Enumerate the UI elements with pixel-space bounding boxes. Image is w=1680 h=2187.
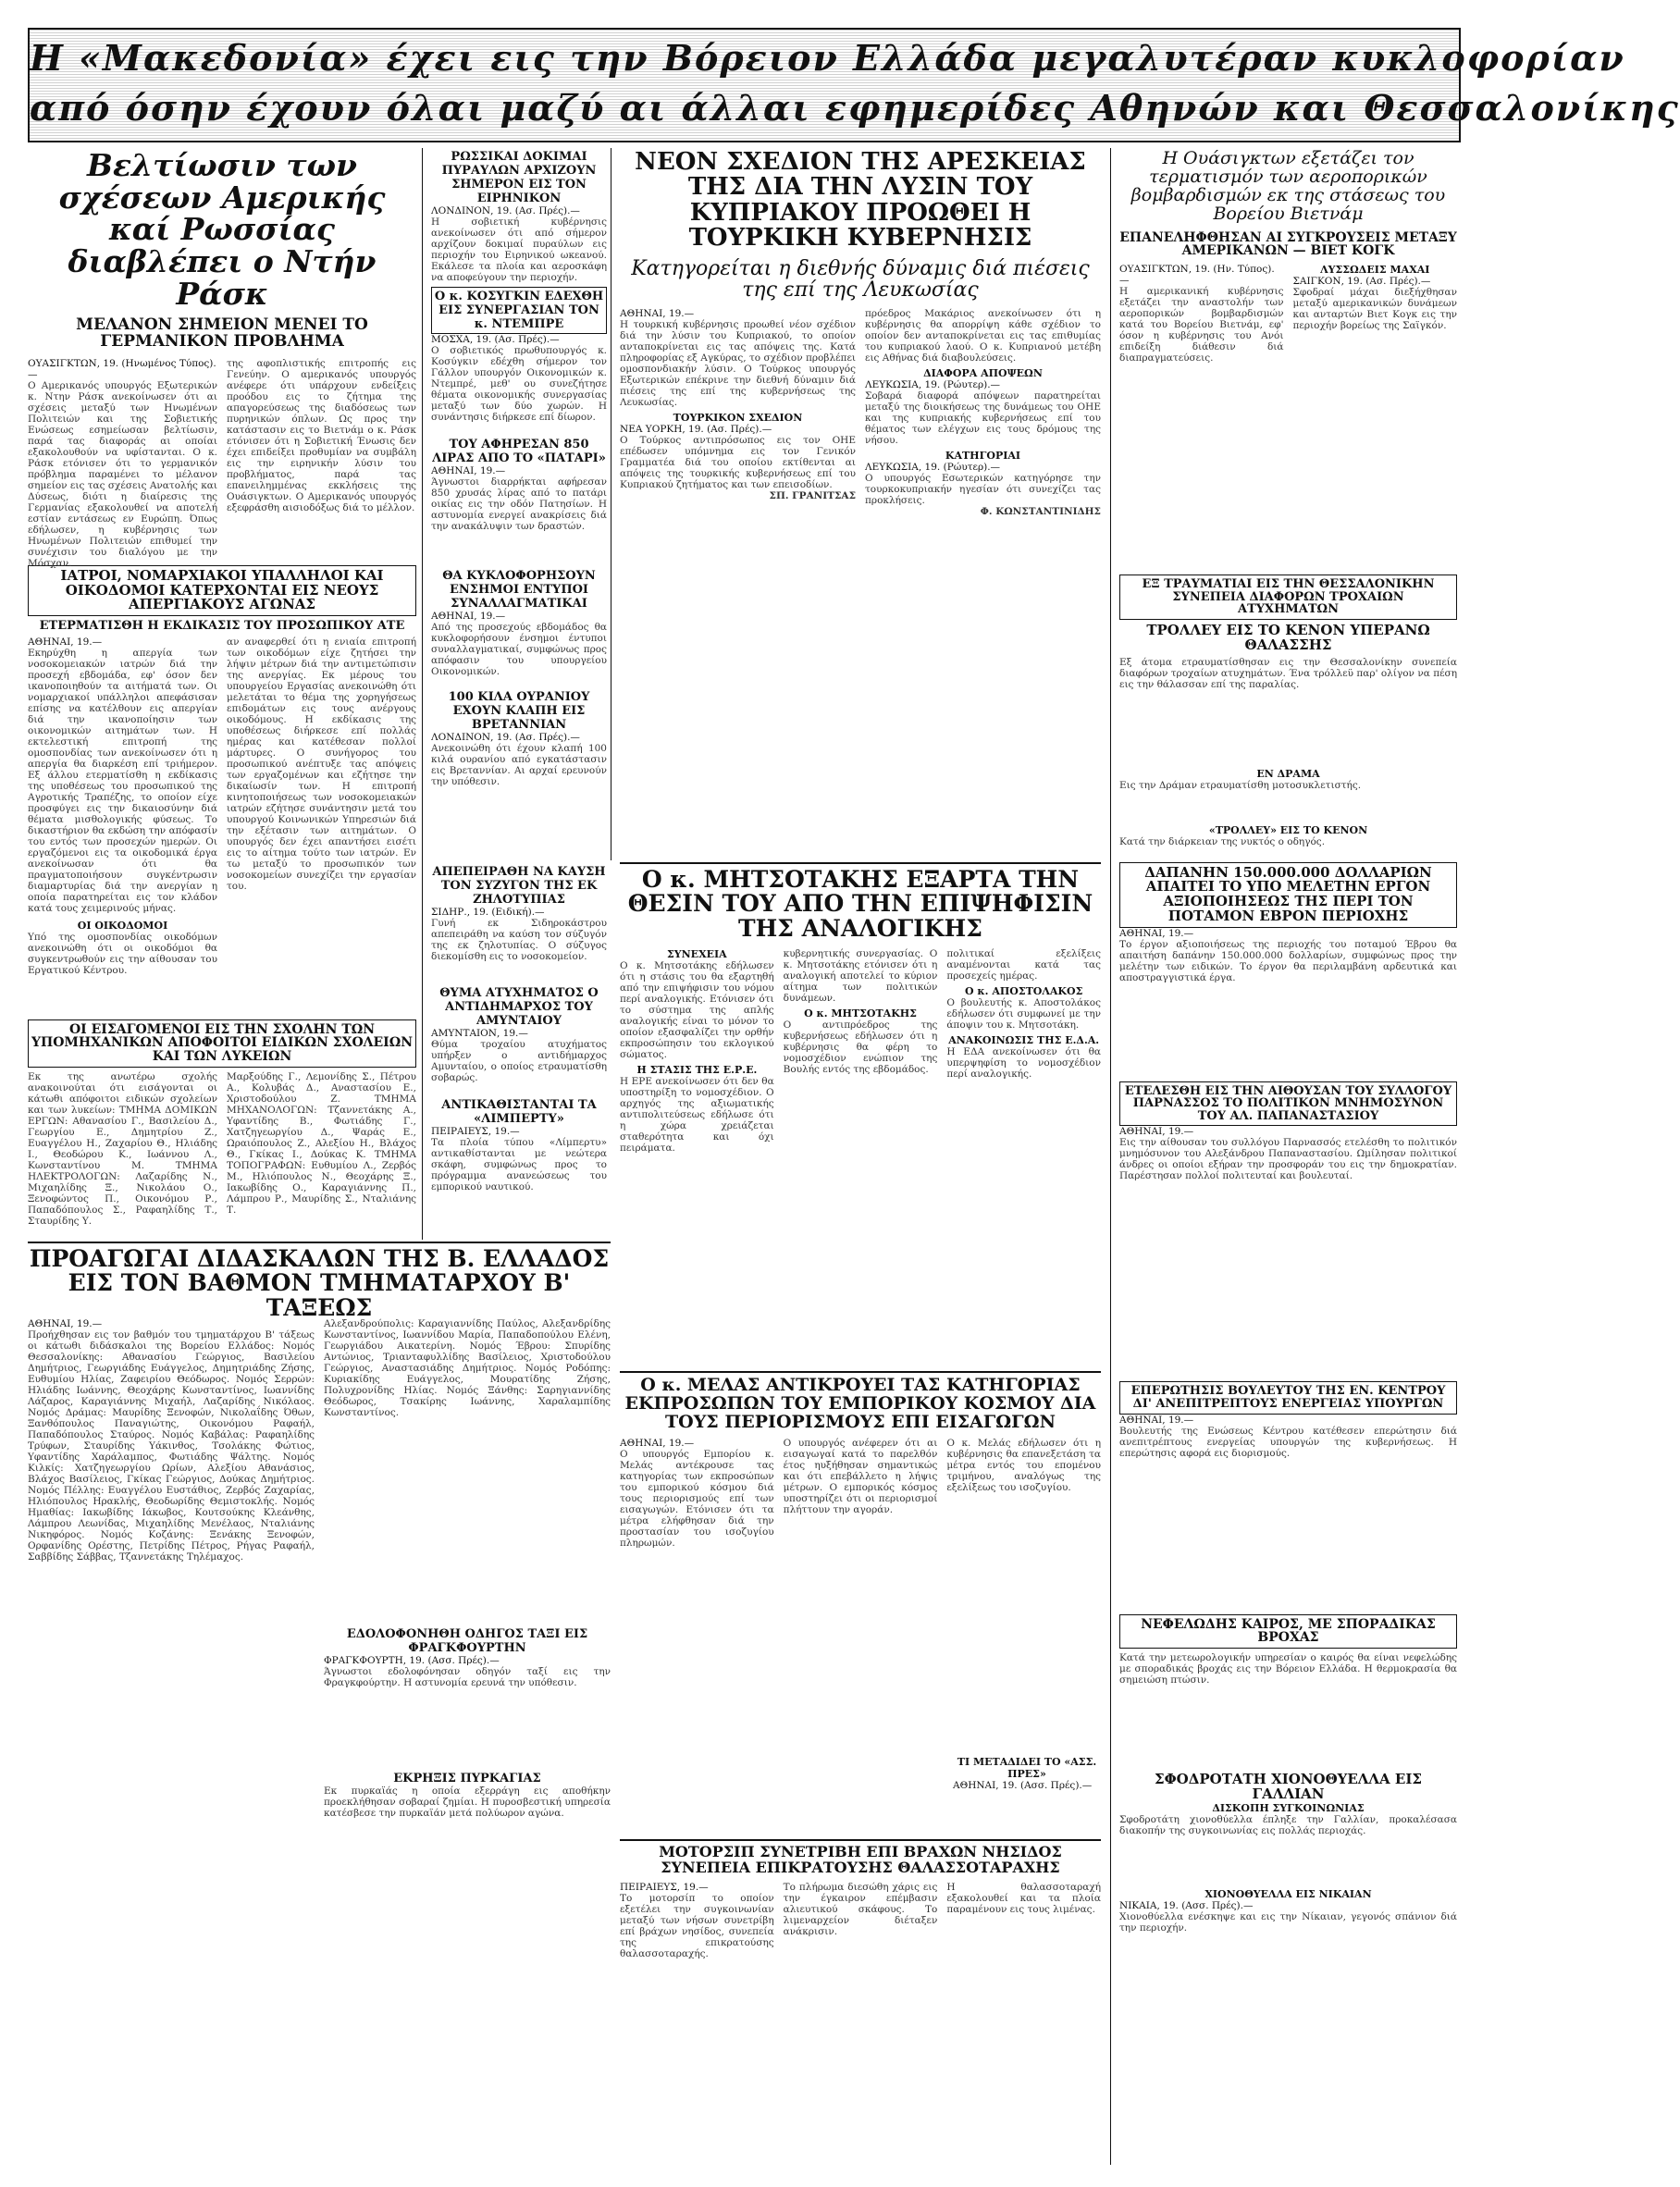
subhead-cyprus: Κατηγορείται η διεθνής δύναμις διά πιέσεις της επί της Λευκωσίας [631, 257, 1090, 303]
dateline: ΑΜΥΝΤΑΙΟΝ, 19.— [431, 1028, 528, 1039]
headline-trolley: ΤΡΟΛΛΕΥ ΕΙΣ ΤΟ ΚΕΝΟΝ ΥΠΕΡΑΝΩ ΘΑΛΑΣΣΗΣ [1146, 622, 1430, 653]
column-2-lower: ΑΠΕΠΕΙΡΑΘΗ ΝΑ ΚΑΥΣΗ ΤΟΝ ΣΥΖΥΓΟΝ ΤΗΣ ΕΚ ΖΗΛΟΤΥΠΙΑΣ ΣΙΔΗΡ., 19. (Ειδική).— Γυνή εκ Σιδηροκάστρου απεπειράθη να καύση τον σύζυγόν της εκ ζηλοτυπίας. Ο σύζυγος διεκομίσθη εις το νοσοκομείον. ΘΥΜΑ ΑΤΥΧΗΜΑΤΟΣ Ο ΑΝΤΙΔΗΜΑΡΧΟΣ ΤΟΥ ΑΜΥΝΤΑΙΟΥ ΑΜΥΝΤΑΙΟΝ, 19.— Θύμα τροχαίου ατυχήματος υπήρξεν ο αντιδήμαρχος Αμυνταίου, ο οποίος ετραυματίσθη σοβαρώς. ΑΝΤΙΚΑΘΙΣΤΑΝΤΑΙ ΤΑ «ΛΙΜΠΕΡΤΥ» ΠΕΙΡΑΙΕΥΣ, 19.— Τα πλοία τύπου «Λίμπερτυ» αντικαθίστανται με νεώτερα σκάφη, συμφώνως προς το πρόγραμμα ανανεώσεως του εμπορικού ναυτικού. [431, 865, 607, 1192]
headline-soviet-missiles: ΡΩΣΣΙΚΑΙ ΔΟΚΙΜΑΙ ΠΥΡΑΥΛΩΝ ΑΡΧΙΖΟΥΝ ΣΗΜΕΡΟΝ ΕΙΣ ΤΟΝ ΕΙΡΗΝΙΚΟΝ [441, 150, 597, 205]
dateline: ΑΘΗΝΑΙ, 19.— [431, 465, 506, 476]
dateline: ΑΘΗΝΑΙ, 19.— [431, 611, 506, 622]
headline-interpellation: ΕΠΕΡΩΤΗΣΙΣ ΒΟΥΛΕΥΤΟΥ ΤΗΣ ΕΝ. ΚΕΝΤΡΟΥ ΔΙ' ΑΝΕΠΙΤΡΕΠΤΟΥΣ ΕΝΕΡΓΕΙΑΣ ΥΠΟΥΡΓΩΝ [1130, 1384, 1446, 1412]
headline-weather: ΝΕΦΕΛΩΔΗΣ ΚΑΙΡΟΣ, ΜΕ ΣΠΟΡΑΔΙΚΑΣ ΒΡΟΧΑΣ [1141, 1616, 1436, 1646]
headline-strikes: ΙΑΤΡΟΙ, ΝΟΜΑΡΧΙΑΚΟΙ ΥΠΑΛΛΗΛΟΙ ΚΑΙ ΟΙΚΟΔΟΜΟΙ ΚΑΤΕΡΧΟΝΤΑΙ ΕΙΣ ΝΕΟΥΣ ΑΠΕΡΓΙΑΚΟΥΣ ΑΓΩΝΑΣ [60, 566, 384, 613]
dateline: ΠΕΙΡΑΙΕΥΣ, 19.— [431, 1126, 520, 1137]
dateline: ΠΕΙΡΑΙΕΥΣ, 19.— [620, 1881, 709, 1893]
dateline: ΑΘΗΝΑΙ, 19.— [28, 1318, 103, 1329]
headline-teachers-wrap [28, 1245, 611, 1321]
dateline: ΛΕΥΚΩΣΙΑ, 19. (Ρώυτερ).— [865, 462, 1001, 474]
article-rusk: ΟΥΑΣΙΓΚΤΩΝ, 19. (Ηνωμένος Τύπος).— Ο Αμερικανός υπουργός Εξωτερικών κ. Ντην Ράσκ ανεκοίνωσεν ότι αι σχέσεις μεταξύ των Ηνωμένων Πολιτειών και της Σοβιετικής Ενώσεως εσημείωσαν βελτίωσιν, παρά τας διαφοράς αι οποίαι εξακολουθούν να υφίστανται. Ο κ. Ράσκ ετόνισεν ότι το γερμανικόν πρόβλημα παραμένει το μέλανον σημείον εις τας σχέσεις Ανατολής και Δύσεως, διότι η διαίρεσις της Γερμανίας εξακολουθεί να αποτελή εστίαν εντάσεως εν Ευρώπη. Όπως εδήλωσεν, η κυβέρνησις των Ηνωμένων Πολιτειών επιθυμεί την συνέχισιν του διαλόγου με την Μόσχαν. της αφοπλιστικής επιτροπής εις Γενεύην. Ο αμερικανός υπουργός ανέφερε ότι υπάρχουν ενδείξεις προόδου εις το ζήτημα της απαγορεύσεως της διαδόσεως των πυρηνικών όπλων. Ως προς την κατάστασιν εις το Βιετνάμ ο κ. Ράσκ ετόνισεν ότι η Σοβιετική Ένωσις δεν έχει επιδείξει προθυμίαν να συμβάλη εις την ειρηνικήν λύσιν του προβλήματος, παρά τας επανειλημμένας εκκλήσεις της Ουάσιγκτων. Ο Αμερικανός υπουργός εξεφράσθη αισιοδόξως διά το μέλλον. [28, 357, 416, 569]
dateline: ΜΟΣΧΑ, 19. (Ασ. Πρές).— [431, 334, 560, 345]
subhead-battles: ΛΥΣΣΩΔΕΙΣ ΜΑΧΑΙ [1320, 264, 1430, 277]
dateline: ΟΥΑΣΙΓΚΤΩΝ, 19. (Ηνωμένος Τύπος).— [28, 357, 216, 380]
dateline: ΛΟΝΔΙΝΟΝ, 19. (Ασ. Πρές).— [431, 205, 580, 216]
subhead-continuation: ΣΥΝΕΧΕΙΑ [667, 947, 727, 960]
subhead-disagreement: ΔΙΑΦΟΡΑ ΑΠΟΨΕΩΝ [923, 367, 1043, 380]
subhead-trolley: «ΤΡΟΛΛΕΥ» ΕΙΣ ΤΟ ΚΕΝΟΝ [1208, 823, 1368, 836]
dateline: ΛΕΥΚΩΣΙΑ, 19. (Ρώυτερ).— [865, 379, 1001, 391]
subhead-accusations: ΚΑΤΗΓΟΡΙΑΙ [945, 450, 1021, 463]
subhead-apostolakos: Ο κ. ΑΠΟΣΤΟΛΑΚΟΣ [965, 984, 1083, 997]
headline-fire: ΕΚΡΗΞΙΣ ΠΥΡΚΑΓΙΑΣ [393, 1772, 541, 1785]
dateline: ΦΡΑΓΚΦΟΥΡΤΗ, 19. (Ασσ. Πρές).— [324, 1655, 500, 1666]
box-memorial [1119, 1081, 1457, 1127]
subhead-ere: Η ΣΤΑΣΙΣ ΤΗΣ Ε.Ρ.Ε. [636, 1063, 758, 1076]
dateline: ΝΙΚΑΙΑ, 19. (Ασσ. Πρές).— [1119, 1899, 1254, 1911]
section-rule [620, 1371, 1101, 1373]
dateline: ΟΥΑΣΙΓΚΤΩΝ, 19. (Ην. Τύπος).— [1119, 264, 1275, 287]
dateline: ΑΘΗΝΑΙ, 19.— [1119, 1414, 1194, 1426]
subhead-builders: ΟΙ ΟΙΚΟΔΟΜΟΙ [77, 919, 168, 932]
dateline: ΑΘΗΝΑΙ, 19.— [1119, 1126, 1194, 1138]
dateline: ΣΑΙΓΚΟΝ, 19. (Ασ. Πρές).— [1292, 276, 1431, 288]
headline-accidents: ΕΞ ΤΡΑΥΜΑΤΙΑΙ ΕΙΣ ΤΗΝ ΘΕΣΣΑΛΟΝΙΚΗΝ ΣΥΝΕΠΕΙΑ ΔΙΑΦΟΡΩΝ ΤΡΟΧΑΙΩΝ ΑΤΥΧΗΜΑΤΩΝ [1142, 577, 1435, 617]
article-motorship: ΜΟΤΟΡΣΙΠ ΣΥΝΕΤΡΙΒΗ ΕΠΙ ΒΡΑΧΩΝ ΝΗΣΙΔΟΣ ΣΥΝΕΠΕΙΑ ΕΠΙΚΡΑΤΟΥΣΗΣ ΘΑΛΑΣΣΟΤΑΡΑΧΗΣ ΠΕΙΡΑΙΕΥΣ, 19.— Το μοτορσίπ το οποίον εξετέλει την συγκοινωνίαν μεταξύ των νήσων συνετρίβη επί βράχων νησίδος, συνεπεία της επικρατούσης θαλασσοταραχής. Το πλήρωμα διεσώθη χάρις εις την έγκαιρον επέμβασιν αλιευτικού σκάφους. Το λιμεναρχείον διέταξεν ανάκρισιν. Η θαλασσοταραχή εξακολουθεί και τα πλοία παραμένουν εις τους λιμένας. [620, 1843, 1102, 1959]
section-rule [620, 1839, 1101, 1841]
column-3 [620, 150, 1101, 853]
article-teachers: ΑΘΗΝΑΙ, 19.— Προήχθησαν εις τον βαθμόν του τμηματάρχου Β' τάξεως οι κάτωθι διδάσκαλοι της Βορείου Ελλάδος: Νομός Θεσσαλονίκης: Αθανασίου Γεώργιος, Βασιλείου Δημήτριος, Γεωργιάδης Ευάγγελος, Δημητριάδης Ζήσης, Ευθυμίου Ηλίας, Ζαφειρίου Θεόδωρος. Νομός Σερρών: Ηλιάδης Ιωάννης, Θεοχάρης Κωνσταντίνος, Ιωαννίδης Λάζαρος, Καραγιάννης Μιχαήλ, Λαζαρίδης Νικόλαος. Νομός Δράμας: Μαυρίδης Ξενοφών, Νικολαΐδης Όθων, Ξανθόπουλος Παναγιώτης, Οικονόμου Ραφαήλ, Παπαδόπουλος Σταύρος. Νομός Καβάλας: Ραφαηλίδης Τρύφων, Σταυρίδης Υάκινθος, Τσολάκης Φώτιος, Υφαντίδης Χαράλαμπος, Φωτιάδης Ψάλτης. Νομός Κιλκίς: Χατζηγεωργίου Ωρίων, Αλεξίου Αθανάσιος, Βλάχος Βασίλειος, Γκίκας Γεώργιος, Δούκας Δημήτριος. Νομός Πέλλης: Ευαγγέλου Ευστάθιος, Ζερβός Ζαχαρίας, Ηλιόπουλος Ηρακλής, Θεοδωρίδης Θεμιστοκλής. Νομός Ημαθίας: Ιακωβίδης Ιάκωβος, Κουτσούκης Κλεάνθης, Λάμπρου Λεωνίδας, Μιχαηλίδης Μενέλαος, Νταλιάνης Νικηφόρος. Νομός Κοζάνης: Ξενάκης Ξενοφών, Ορφανίδης Ορέστης, Πετρίδης Πέτρος, Ρήγας Ραφαήλ, Σαββίδης Σάββας, Τζαννετάκης Τηλέμαχος. Αλεξανδρούπολις: Καραγιαννίδης Παύλος, Αλεξανδρίδης Κωνσταντίνος, Ιωαννίδου Μαρία, Παπαδοπούλου Ελένη, Γεωργιάδου Αικατερίνη. Νομός Έβρου: Σπυρίδης Αντώνιος, Τριανταφυλλίδης Βασίλειος, Χριστοδούλου Γεώργιος, Αναστασιάδης Δημήτριος. Νομός Ροδόπης: Κυριακίδης Ευάγγελος, Μουρατίδης Ζήσης, Πολυχρονίδης Ηλίας. Νομός Ξάνθης: Σαρηγιαννίδης Θεόδωρος, Τσακίρης Ιωάννης, Χαραλαμπίδης Κωνσταντίνος. ΕΔΟΛΟΦΟΝΗΘΗ ΟΔΗΓΟΣ ΤΑΞΙ ΕΙΣ ΦΡΑΓΚΦΟΥΡΤΗΝ ΦΡΑΓΚΦΟΥΡΤΗ, 19. (Ασσ. Πρές).— Άγνωστοι εδολοφόνησαν οδηγόν ταξί εις την Φραγκφούρτην. Η αστυνομία ερευνά την υπόθεσιν. ΕΚΡΗΞΙΣ ΠΥΡΚΑΓΙΑΣ Εκ πυρκαϊάς η οποία εξερράγη εις αποθήκην προεκλήθησαν σοβαραί ζημίαι. Η πυροσβεστική υπηρεσία κατέσβεσε την πυρκαϊάν μετά πολύωρον αγώνα. [28, 1318, 611, 1819]
subhead-drama: ΕΝ ΔΡΑΜΑ [1256, 767, 1320, 780]
article-melas: Ο κ. ΜΕΛΑΣ ΑΝΤΙΚΡΟΥΕΙ ΤΑΣ ΚΑΤΗΓΟΡΙΑΣ ΕΚΠΡΟΣΩΠΩΝ ΤΟΥ ΕΜΠΟΡΙΚΟΥ ΚΟΣΜΟΥ ΔΙΑ ΤΟΥΣ ΠΕΡΙΟΡΙΣΜΟΥΣ ΕΠΙ ΕΙΣΑΓΩΓΩΝ ΑΘΗΝΑΙ, 19.— Ο υπουργός Εμπορίου κ. Μελάς αντέκρουσε τας κατηγορίας των εκπροσώπων του εμπορικού κόσμου διά τους περιορισμούς επί των εισαγωγών. Ετόνισεν ότι τα μέτρα ελήφθησαν διά την προστασίαν του ισοζυγίου πληρωμών. Ο υπουργός ανέφερεν ότι αι εισαγωγαί κατά το παρελθόν έτος ηυξήθησαν σημαντικώς και ότι επεβάλλετο η λήψις μέτρων. Ο εμπορικός κόσμος υποστηρίζει ότι οι περιορισμοί πλήττουν την αγοράν. Ο κ. Μελάς εδήλωσεν ότι η κυβέρνησις θα επανεξετάση τα μέτρα εντός του επομένου τριμήνου, αναλόγως της εξελίξεως του ισοζυγίου. [620, 1375, 1102, 1549]
box-evros [1119, 862, 1457, 928]
column-divider [1110, 148, 1111, 2165]
dateline: ΑΘΗΝΑΙ, 19.— [1119, 927, 1194, 939]
subhead-eda: ΑΝΑΚΟΙΝΩΣΙΣ ΤΗΣ Ε.Δ.Α. [948, 1033, 1100, 1046]
headline-mitsotakis: Ο κ. ΜΗΤΣΟΤΑΚΗΣ ΕΞΑΡΤΑ ΤΗΝ ΘΕΣΙΝ ΤΟΥ ΑΠΟ ΤΗΝ ΕΠΙΨΗΦΙΣΙΝ ΤΗΣ ΑΝΑΛΟΓΙΚΗΣ [627, 866, 1093, 942]
headline-vietnam: Η Ουάσιγκτων εξετάζει τον τερματισμόν των αεροπορικών βομβαρδισμών εκ της στάσεως του Βορείου Βιετνάμ [1130, 148, 1446, 224]
dateline: ΝΕΑ ΥΟΡΚΗ, 19. (Ασ. Πρές).— [620, 424, 772, 436]
column-divider [422, 148, 423, 1240]
dateline: ΑΘΗΝΑΙ, 19. (Ασσ. Πρές).— [953, 1780, 1093, 1791]
headline-kosygin: Ο κ. ΚΟΣΥΓΚΙΝ ΕΔΕΧΘΗ ΕΙΣ ΣΥΝΕΡΓΑΣΙΑΝ ΤΟΝ κ. ΝΤΕΜΠΡΕ [434, 290, 604, 331]
dateline: ΛΟΝΔΙΝΟΝ, 19. (Ασ. Πρές).— [431, 732, 580, 743]
box-schools [28, 1019, 416, 1068]
article-schools: Εκ της ανωτέρω σχολής ανακοινούται ότι εισάγονται οι κάτωθι απόφοιτοι ειδικών σχολείων και των λυκείων: ΤΜΗΜΑ ΔΟΜΙΚΩΝ ΕΡΓΩΝ: Αθανασίου Γ., Βασιλείου Δ., Γεωργίου Ε., Δημητρίου Ζ., Ευαγγέλου Η., Ζαχαρίου Θ., Ηλιάδης Ι., Θεοδώρου Κ., Ιωάννου Λ., Κωνσταντίνου Μ. ΤΜΗΜΑ ΗΛΕΚΤΡΟΛΟΓΩΝ: Λαζαρίδης Ν., Μιχαηλίδης Ξ., Νικολάου Ο., Ξενοφώντος Π., Οικονόμου Ρ., Παπαδόπουλος Σ., Ραφαηλίδης Τ., Σταυρίδης Υ. Μαρξούδης Γ., Λεμονίδης Σ., Πέτρου Α., Κολυβάς Δ., Αναστασίου Ε., Χριστοδούλου Ζ. ΤΜΗΜΑ ΜΗΧΑΝΟΛΟΓΩΝ: Τζαννετάκης Α., Υφαντίδης Β., Φωτιάδης Γ., Χατζηγεωργίου Δ., Ψαράς Ε., Ωραιόπουλος Ζ., Αλεξίου Η., Βλάχος Θ., Γκίκας Ι., Δούκας Κ. ΤΜΗΜΑ ΤΟΠΟΓΡΑΦΩΝ: Ευθυμίου Λ., Ζερβός Μ., Ηλιόπουλος Ν., Θεοχάρης Ξ., Ιακωβίδης Ο., Καραγιάννης Π., Λάμπρου Ρ., Μαυρίδης Σ., Νταλιάνης Τ. [28, 1070, 416, 1227]
box-weather [1119, 1614, 1457, 1649]
byline: ΣΠ. ΓΡΑΝΙΤΣΑΣ [769, 490, 856, 502]
subhead-ate: ΕΤΕΡΜΑΤΙΣΘΗ Η ΕΚΔΙΚΑΣΙΣ ΤΟΥ ΠΡΟΣΩΠΙΚΟΥ ΑΤΕ [39, 619, 405, 634]
section-rule [620, 862, 1101, 864]
dateline: ΑΘΗΝΑΙ, 19.— [620, 308, 695, 320]
headline-evros: ΔΑΠΑΝΗΝ 150.000.000 ΔΟΛΛΑΡΙΩΝ ΑΠΑΙΤΕΙ ΤΟ ΥΠΟ ΜΕΛΕΤΗΝ ΕΡΓΟΝ ΑΞΙΟΠΟΙΗΣΕΩΣ ΤΗΣ ΠΕΡΙ ΤΟΝ ΠΟΤΑΜΟΝ ΕΒΡΟΝ ΠΕΡΙΟΧΗΣ [1144, 863, 1432, 924]
article-cyprus: ΑΘΗΝΑΙ, 19.— Η τουρκική κυβέρνησις προωθεί νέον σχέδιον διά την λύσιν του Κυπριακού, το οποίον ανταποκρίνεται εις τας απόψεις της. Κατά πληροφορίας εξ Αγκύρας, το σχέδιον προβλέπει ομοσπονδιακήν λύσιν. Ο Τούρκος υπουργός Εξωτερικών επέκρινε την διεθνή δύναμιν διά πιέσεις της επί της κυβερνήσεως της Λευκωσίας. ΤΟΥΡΚΙΚΟΝ ΣΧΕΔΙΟΝ ΝΕΑ ΥΟΡΚΗ, 19. (Ασ. Πρές).— Ο Τούρκος αντιπρόσωπος εις τον ΟΗΕ επέδωσεν υπόμνημα εις τον Γενικόν Γραμματέα διά του οποίου εκτίθενται αι απόψεις της τουρκικής κυβερνήσεως επί του Κυπριακού ζητήματος και των επεισοδίων. ΣΠ. ΓΡΑΝΙΤΣΑΣ πρόεδρος Μακάριος ανεκοίνωσεν ότι η κυβέρνησις θα απορρίψη κάθε σχέδιον το οποίον δεν ανταποκρίνεται εις τας επιθυμίας του κυπριακού λαού. Ο κ. Κυπριανού μετέβη εις Αθήνας διά διαβουλεύσεις. ΔΙΑΦΟΡΑ ΑΠΟΨΕΩΝ ΛΕΥΚΩΣΙΑ, 19. (Ρώυτερ).— Σοβαρά διαφορά απόψεων παρατηρείται μεταξύ της διοικήσεως της δυνάμεως του ΟΗΕ και της κυπριακής κυβερνήσεως επί του θέματος των ελέγχων εις τους δρόμους της νήσου. ΚΑΤΗΓΟΡΙΑΙ ΛΕΥΚΩΣΙΑ, 19. (Ρώυτερ).— Ο υπουργός Εσωτερικών κατηγόρησε την τουρκοκυπριακήν ηγεσίαν ότι συνεχίζει τας προκλήσεις. Φ. ΚΩΝΣΤΑΝΤΙΝΙΔΗΣ [620, 308, 1101, 518]
subhead-mitsotakis: Ο κ. ΜΗΤΣΟΤΑΚΗΣ [804, 1007, 917, 1019]
headline-stolen-pounds: ΤΟΥ ΑΦΗΡΕΣΑΝ 850 ΛΙΡΑΣ ΑΠΟ ΤΟ «ΠΑΤΑΡΙ» [432, 438, 606, 465]
headline-amyntaio: ΘΥΜΑ ΑΤΥΧΗΜΑΤΟΣ Ο ΑΝΤΙΔΗΜΑΡΧΟΣ ΤΟΥ ΑΜΥΝΤΑΙΟΥ [439, 986, 599, 1028]
subhead-german-problem: ΜΕΛΑΝΟΝ ΣΗΜΕΙΟΝ ΜΕΝΕΙ ΤΟ ΓΕΡΜΑΝΙΚΟΝ ΠΡΟΒΛΗΜΑ [76, 315, 368, 352]
column-1 [28, 147, 416, 1232]
article-strikes: ΑΘΗΝΑΙ, 19.— Εκηρύχθη η απεργία των νοσοκομειακών ιατρών διά την προσεχή εβδομάδα, εφ' όσον δεν ικανοποιηθούν τα αιτήματά των. Οι νομαρχιακοί υπάλληλοι απεφάσισαν επίσης να κατέλθουν εις απεργίαν διά την ικανοποίησιν των οικονομικών αιτημάτων των. Η εκτελεστική επιτροπή της ομοσπονδίας των ανεκοίνωσεν ότι η απεργία θα διαρκέση επί τριήμερον. Εξ άλλου ετερματίσθη η εκδίκασις της υποθέσεως του προσωπικού της Αγροτικής Τραπέζης, το οποίον είχε προσφύγει εις την δικαιοσύνην διά θέματα μισθολογικής φύσεως. Το δικαστήριον θα εκδώση την απόφασίν του εντός των προσεχών ημερών. Οι εργαζόμενοι εις τα οικοδομικά έργα ανεκοίνωσαν ότι θα πραγματοποιήσουν συγκέντρωσιν διαμαρτυρίας διά την ανεργίαν η οποία παρατηρείται εις τον κλάδον κατά τους χειμερινούς μήνας. ΟΙ ΟΙΚΟΔΟΜΟΙ Υπό της ομοσπονδίας οικοδόμων ανεκοινώθη ότι οι οικοδόμοι θα συγκεντρωθούν εις την αίθουσαν του Εργατικού Κέντρου. αν αναφερθεί ότι η ενιαία επιτροπή των οικοδόμων είχε ζητήσει την λήψιν μέτρων διά την αντιμετώπισιν της ανεργίας. Εκ μέρους του υπουργείου Εργασίας ανεκοινώθη ότι μελετάται το θέμα της χορηγήσεως επιδομάτων εις τους ανέργους οικοδόμους. Η εκδίκασις της υποθέσεως διήρκεσε επί πολλάς ημέρας και κατέθεσαν πολλοί μάρτυρες. Ο συνήγορος του προσωπικού ανέπτυξε τας απόψεις των εργαζομένων και εζήτησε την δικαίωσίν των. Η επιτροπή κινητοποιήσεως των νοσοκομειακών ιατρών εζήτησε συνάντησιν μετά του υπουργού Κοινωνικών Υπηρεσιών διά την εξέτασιν των αιτημάτων. Ο υπουργός δεν έχει απαντήσει εισέτι εις το αίτημα τούτο των ιατρών. Εν τω μεταξύ το προσωπικόν των νοσοκομείων συνεχίζει την εργασίαν του. [28, 636, 416, 976]
ap-note [953, 1756, 1101, 1821]
masthead-banner [28, 28, 1680, 142]
headline-jealousy: ΑΠΕΠΕΙΡΑΘΗ ΝΑ ΚΑΥΣΗ ΤΟΝ ΣΥΖΥΓΟΝ ΤΗΣ ΕΚ ΖΗΛΟΤΥΠΙΑΣ [432, 865, 606, 907]
article-mitsotakis: Ο κ. ΜΗΤΣΟΤΑΚΗΣ ΕΞΑΡΤΑ ΤΗΝ ΘΕΣΙΝ ΤΟΥ ΑΠΟ ΤΗΝ ΕΠΙΨΗΦΙΣΙΝ ΤΗΣ ΑΝΑΛΟΓΙΚΗΣ ΣΥΝΕΧΕΙΑ Ο κ. Μητσοτάκης εδήλωσεν ότι η στάσις του θα εξαρτηθή από την επιψήφισιν του νόμου περί αναλογικής. Ετόνισεν ότι το σύστημα της απλής αναλογικής είναι το μόνον το οποίον εξασφαλίζει την ορθήν εκπροσώπησιν του εκλογικού σώματος. Η ΣΤΑΣΙΣ ΤΗΣ Ε.Ρ.Ε. Η ΕΡΕ ανεκοίνωσεν ότι δεν θα υποστηρίξη το νομοσχέδιον. Ο αρχηγός της αξιωματικής αντιπολιτεύσεως εδήλωσε ότι η χώρα χρειάζεται σταθερότητα και όχι πειράματα. κυβερνητικής συνεργασίας. Ο κ. Μητσοτάκης ετόνισεν ότι η αναλογική αποτελεί το κύριον αίτημα των πολιτικών δυνάμεων. Ο κ. ΜΗΤΣΟΤΑΚΗΣ Ο αντιπρόεδρος της κυβερνήσεως εδήλωσεν ότι η κυβέρνησις θα φέρη το νομοσχέδιον ενώπιον της Βουλής εντός της εβδομάδος. πολιτικαί εξελίξεις αναμένονται κατά τας προσεχείς ημέρας. Ο κ. ΑΠΟΣΤΟΛΑΚΟΣ Ο βουλευτής κ. Αποστολάκος εδήλωσεν ότι συμφωνεί με την άποψιν του κ. Μητσοτάκη. ΑΝΑΚΟΙΝΩΣΙΣ ΤΗΣ Ε.Δ.Α. Η ΕΔΑ ανεκοίνωσεν ότι θα υπερψηφίση το νομοσχέδιον περί αναλογικής. [620, 866, 1102, 1154]
headline-snowstorm: ΣΦΟΔΡΟΤΑΤΗ ΧΙΟΝΟΘΥΕΛΛΑ ΕΙΣ ΓΑΛΛΙΑΝ [1155, 1771, 1422, 1802]
subhead-traffic: ΔΙΣΚΟΠΗ ΣΥΓΚΟΙΝΩΝΙΑΣ [1212, 1801, 1365, 1814]
headline-motorship: ΜΟΤΟΡΣΙΠ ΣΥΝΕΤΡΙΒΗ ΕΠΙ ΒΡΑΧΩΝ ΝΗΣΙΔΟΣ ΣΥΝΕΠΕΙΑ ΕΠΙΚΡΑΤΟΥΣΗΣ ΘΑΛΑΣΣΟΤΑΡΑΧΗΣ [659, 1843, 1062, 1876]
headline-melas: Ο κ. ΜΕΛΑΣ ΑΝΤΙΚΡΟΥΕΙ ΤΑΣ ΚΑΤΗΓΟΡΙΑΣ ΕΚΠΡΟΣΩΠΩΝ ΤΟΥ ΕΜΠΟΡΙΚΟΥ ΚΟΣΜΟΥ ΔΙΑ ΤΟΥΣ ΠΕΡΙΟΡΙΣΜΟΥΣ ΕΠΙ ΕΙΣΑΓΩΓΩΝ [624, 1375, 1096, 1432]
box-kosygin [431, 287, 607, 334]
newspaper-page [28, 28, 1680, 2165]
headline-liberty: ΑΝΤΙΚΑΘΙΣΤΑΝΤΑΙ ΤΑ «ΛΙΜΠΕΡΤΥ» [441, 1098, 597, 1126]
subhead-nice: ΧΙΟΝΟΘΥΕΛΛΑ ΕΙΣ ΝΙΚΑΙΑΝ [1204, 1887, 1372, 1900]
article-vietnam: ΟΥΑΣΙΓΚΤΩΝ, 19. (Ην. Τύπος).— Η αμερικανική κυβέρνησις εξετάζει την αναστολήν των αεροπορικών βομβαρδισμών κατά του Βορείου Βιετνάμ, εφ' όσον η κυβέρνησις του Ανόι επιδείξη διάθεσιν διά διαπραγματεύσεις. ΛΥΣΣΩΔΕΙΣ ΜΑΧΑΙ ΣΑΙΓΚΟΝ, 19. (Ασ. Πρές).— Σφοδραί μάχαι διεξήχθησαν μεταξύ αμερικανικών δυνάμεων και ανταρτών Βιετ Κογκ εις την περιοχήν βορείως της Σαϊγκόν. [1119, 264, 1457, 364]
headline-taxi: ΕΔΟΛΟΦΟΝΗΘΗ ΟΔΗΓΟΣ ΤΑΞΙ ΕΙΣ ΦΡΑΓΚΦΟΥΡΤΗΝ [346, 1627, 588, 1655]
dateline: ΣΙΔΗΡ., 19. (Ειδική).— [431, 907, 545, 918]
column-5: Η Ουάσιγκτων εξετάζει τον τερματισμόν των αεροπορικών βομβαρδισμών εκ της στάσεως του Βορείου Βιετνάμ ΕΠΑΝΕΛΗΦΘΗΣΑΝ ΑΙ ΣΥΓΚΡΟΥΣΕΙΣ ΜΕΤΑΞΥ ΑΜΕΡΙΚΑΝΩΝ — ΒΙΕΤ ΚΟΓΚ ΟΥΑΣΙΓΚΤΩΝ, 19. (Ην. Τύπος).— Η αμερικανική κυβέρνησις εξετάζει την αναστολήν των αεροπορικών βομβαρδισμών κατά του Βορείου Βιετνάμ, εφ' όσον η κυβέρνησις του Ανόι επιδείξη διάθεσιν διά διαπραγματεύσεις. ΛΥΣΣΩΔΕΙΣ ΜΑΧΑΙ ΣΑΙΓΚΟΝ, 19. (Ασ. Πρές).— Σφοδραί μάχαι διεξήχθησαν μεταξύ αμερικανικών δυνάμεων και ανταρτών Βιετ Κογκ εις την περιοχήν βορείως της Σαϊγκόν. ΕΞ ΤΡΑΥΜΑΤΙΑΙ ΕΙΣ ΤΗΝ ΘΕΣΣΑΛΟΝΙΚΗΝ ΣΥΝΕΠΕΙΑ ΔΙΑΦΟΡΩΝ ΤΡΟΧΑΙΩΝ ΑΤΥΧΗΜΑΤΩΝ ΤΡΟΛΛΕΥ ΕΙΣ ΤΟ ΚΕΝΟΝ ΥΠΕΡΑΝΩ ΘΑΛΑΣΣΗΣ Εξ άτομα ετραυματίσθησαν εις την Θεσσαλονίκην συνεπεία διαφόρων τροχαίων ατυχημάτων. Ένα τρόλλεϋ παρ' ολίγον να πέση εις την θάλασσαν επί της παραλίας. ΕΝ ΔΡΑΜΑ Εις την Δράμαν ετραυματίσθη μοτοσυκλετιστής. «ΤΡΟΛΛΕΥ» ΕΙΣ ΤΟ ΚΕΝΟΝ Κατά την διάρκειαν της νυκτός ο οδηγός. ΔΑΠΑΝΗΝ 150.000.000 ΔΟΛΛΑΡΙΩΝ ΑΠΑΙΤΕΙ ΤΟ ΥΠΟ ΜΕΛΕΤΗΝ ΕΡΓΟΝ ΑΞΙΟΠΟΙΗΣΕΩΣ ΤΗΣ ΠΕΡΙ ΤΟΝ ΠΟΤΑΜΟΝ ΕΒΡΟΝ ΠΕΡΙΟΧΗΣ ΑΘΗΝΑΙ, 19.— Το έργον αξιοποιήσεως της περιοχής του ποταμού Έβρου θα απαιτήση δαπάνην 150.000.000 δολλαρίων, συμφώνως προς την μελέτην των ειδικών. Το έργον θα περιλαμβάνη αρδευτικά και αποστραγγιστικά έργα. ΕΤΕΛΕΣΘΗ ΕΙΣ ΤΗΝ ΑΙΘΟΥΣΑΝ ΤΟΥ ΣΥΛΛΟΓΟΥ ΠΑΡΝΑΣΣΟΣ ΤΟ ΠΟΛΙΤΙΚΟΝ ΜΝΗΜΟΣΥΝΟΝ ΤΟΥ ΑΛ. ΠΑΠΑΝΑΣΤΑΣΙΟΥ ΑΘΗΝΑΙ, 19.— Εις την αίθουσαν του συλλόγου Παρνασσός ετελέσθη το πολιτικόν μνημόσυνον του Αλεξάνδρου Παπαναστασίου. Ωμίλησαν πολιτικοί άνδρες οι οποίοι εξήραν την προσφοράν του εις την δημοκρατίαν. Παρέστησαν πολλοί πολιτευταί και βουλευταί. ΕΠΕΡΩΤΗΣΙΣ ΒΟΥΛΕΥΤΟΥ ΤΗΣ ΕΝ. ΚΕΝΤΡΟΥ ΔΙ' ΑΝΕΠΙΤΡΕΠΤΟΥΣ ΕΝΕΡΓΕΙΑΣ ΥΠΟΥΡΓΩΝ ΑΘΗΝΑΙ, 19.— Βουλευτής της Ενώσεως Κέντρου κατέθεσεν επερώτησιν διά ανεπιτρέπτους ενεργείας υπουργών της κυβερνήσεως. Η επερώτησις αφορά εις διορισμούς. ΝΕΦΕΛΩΔΗΣ ΚΑΙΡΟΣ, ΜΕ ΣΠΟΡΑΔΙΚΑΣ ΒΡΟΧΑΣ Κατά την μετεωρολογικήν υπηρεσίαν ο καιρός θα είναι νεφελώδης με σποραδικάς βροχάς εις την Βόρειον Ελλάδα. Η θερμοκρασία θα σημειώση πτώσιν. ΣΦΟΔΡΟΤΑΤΗ ΧΙΟΝΟΘΥΕΛΛΑ ΕΙΣ ΓΑΛΛΙΑΝ ΔΙΣΚΟΠΗ ΣΥΓΚΟΙΝΩΝΙΑΣ Σφοδροτάτη χιονοθύελλα έπληξε την Γαλλίαν, προκαλέσασα διακοπήν της συγκοινωνίας εις πολλάς περιοχάς. ΧΙΟΝΟΘΥΕΛΛΑ ΕΙΣ ΝΙΚΑΙΑΝ ΝΙΚΑΙΑ, 19. (Ασσ. Πρές).— Χιονοθύελλα ενέσκηψε και εις την Νίκαιαν, γεγονός σπάνιον διά την περιοχήν. [1119, 148, 1457, 1934]
subhead-vietnam: ΕΠΑΝΕΛΗΦΘΗΣΑΝ ΑΙ ΣΥΓΚΡΟΥΣΕΙΣ ΜΕΤΑΞΥ ΑΜΕΡΙΚΑΝΩΝ — ΒΙΕΤ ΚΟΓΚ [1119, 229, 1457, 259]
banner-line-1: Η «Μακεδονία» έχει εις την Βόρειον Ελλάδα μεγαλυτέραν κυκλοφορίαν [30, 37, 1625, 79]
subhead-turkish-plan: ΤΟΥΡΚΙΚΟΝ ΣΧΕΔΙΟΝ [673, 412, 803, 425]
box-interpellation [1119, 1381, 1457, 1414]
headline-teachers: ΠΡΟΑΓΩΓΑΙ ΔΙΔΑΣΚΑΛΩΝ ΤΗΣ Β. ΕΛΛΑΔΟΣ ΕΙΣ ΤΟΝ ΒΑΘΜΟΝ ΤΜΗΜΑΤΑΡΧΟΥ Β' ΤΑΞΕΩΣ [29, 1245, 610, 1321]
headline-rusk: Βελτίωσιν των σχέσεων Αμερικής καί Ρωσσίας διαβλέπει ο Ντήν Ράσκ [58, 147, 386, 312]
dateline: ΑΘΗΝΑΙ, 19.— [28, 636, 103, 648]
box-doctors-strike [28, 565, 416, 616]
column-2: ΡΩΣΣΙΚΑΙ ΔΟΚΙΜΑΙ ΠΥΡΑΥΛΩΝ ΑΡΧΙΖΟΥΝ ΣΗΜΕΡΟΝ ΕΙΣ ΤΟΝ ΕΙΡΗΝΙΚΟΝ ΛΟΝΔΙΝΟΝ, 19. (Ασ. Πρές).— Η σοβιετική κυβέρνησις ανεκοίνωσεν ότι από σήμερον αρχίζουν δοκιμαί πυραύλων εις περιοχήν του Ειρηνικού ωκεανού. Εκάλεσε τα πλοία και αεροσκάφη να αποφεύγουν την περιοχήν. Ο κ. ΚΟΣΥΓΚΙΝ ΕΔΕΧΘΗ ΕΙΣ ΣΥΝΕΡΓΑΣΙΑΝ ΤΟΝ κ. ΝΤΕΜΠΡΕ ΜΟΣΧΑ, 19. (Ασ. Πρές).— Ο σοβιετικός πρωθυπουργός κ. Κοσύγκιν εδέχθη σήμερον τον Γάλλον υπουργόν Οικονομικών κ. Ντεμπρέ, μεθ' ου συνεζήτησε θέματα οικονομικής συνεργασίας μεταξύ των δύο χωρών. Η συνάντησις διήρκεσε επί δίωρον. ΤΟΥ ΑΦΗΡΕΣΑΝ 850 ΛΙΡΑΣ ΑΠΟ ΤΟ «ΠΑΤΑΡΙ» ΑΘΗΝΑΙ, 19.— Άγνωστοι διαρρήκται αφήρεσαν 850 χρυσάς λίρας από το πατάρι οικίας εις την οδόν Πατησίων. Η αστυνομία ενεργεί ανακρίσεις διά την ανακάλυψιν των δραστών. ΘΑ ΚΥΚΛΟΦΟΡΗΣΟΥΝ ΕΝΣΗΜΟΙ ΕΝΤΥΠΟΙ ΣΥΝΑΛΛΑΓΜΑΤΙΚΑΙ ΑΘΗΝΑΙ, 19.— Από της προσεχούς εβδομάδος θα κυκλοφορήσουν ένσημοι έντυποι συναλλαγματικαί, συμφώνως προς απόφασιν του υπουργείου Οικονομικών. 100 ΚΙΛΑ ΟΥΡΑΝΙΟΥ ΕΧΟΥΝ ΚΛΑΠΗ ΕΙΣ ΒΡΕΤΑΝΝΙΑΝ ΛΟΝΔΙΝΟΝ, 19. (Ασ. Πρές).— Ανεκοινώθη ότι έχουν κλαπή 100 κιλά ουρανίου από εγκατάστασιν εις Βρεταννίαν. Αι αρχαί ερευνούν την υπόθεσιν. [431, 150, 607, 787]
banner-line-2: από όσην έχουν όλαι μαζύ αι άλλαι εφημερίδες Αθηνών και Θεσσαλονίκης [30, 87, 1680, 129]
headline-uranium: 100 ΚΙΛΑ ΟΥΡΑΝΙΟΥ ΕΧΟΥΝ ΚΛΑΠΗ ΕΙΣ ΒΡΕΤΑΝΝΙΑΝ [448, 690, 590, 732]
byline: Φ. ΚΩΝΣΤΑΝΤΙΝΙΔΗΣ [980, 506, 1101, 518]
subhead-ap: ΤΙ ΜΕΤΑΔΙΔΕΙ ΤΟ «ΑΣΣ. ΠΡΕΣ» [957, 1756, 1097, 1780]
headline-bills: ΘΑ ΚΥΚΛΟΦΟΡΗΣΟΥΝ ΕΝΣΗΜΟΙ ΕΝΤΥΠΟΙ ΣΥΝΑΛΛΑΓΜΑΤΙΚΑΙ [442, 569, 596, 611]
headline-cyprus: ΝΕΟΝ ΣΧΕΔΙΟΝ ΤΗΣ ΑΡΕΣΚΕΙΑΣ ΤΗΣ ΔΙΑ ΤΗΝ ΛΥΣΙΝ ΤΟΥ ΚΥΠΡΙΑΚΟΥ ΠΡΟΩΘΕΙ Η ΤΟΥΡΚΙΚΗ ΚΥΒΕΡΝΗΣΙΣ [635, 148, 1086, 252]
headline-memorial: ΕΤΕΛΕΣΘΗ ΕΙΣ ΤΗΝ ΑΙΘΟΥΣΑΝ ΤΟΥ ΣΥΛΛΟΓΟΥ ΠΑΡΝΑΣΣΟΣ ΤΟ ΠΟΛΙΤΙΚΟΝ ΜΝΗΜΟΣΥΝΟΝ ΤΟΥ ΑΛ. ΠΑΠΑΝΑΣΤΑΣΙΟΥ [1124, 1083, 1452, 1123]
headline-schools: ΟΙ ΕΙΣΑΓΟΜΕΝΟΙ ΕΙΣ ΤΗΝ ΣΧΟΛΗΝ ΤΩΝ ΥΠΟΜΗΧΑΝΙΚΩΝ ΑΠΟΦΟΙΤΟΙ ΕΙΔΙΚΩΝ ΣΧΟΛΕΙΩΝ ΚΑΙ ΤΩΝ ΛΥΚΕΙΩΝ [31, 1021, 413, 1065]
section-rule [28, 1242, 611, 1243]
box-accidents [1119, 575, 1457, 620]
dateline: ΑΘΗΝΑΙ, 19.— [620, 1437, 695, 1449]
